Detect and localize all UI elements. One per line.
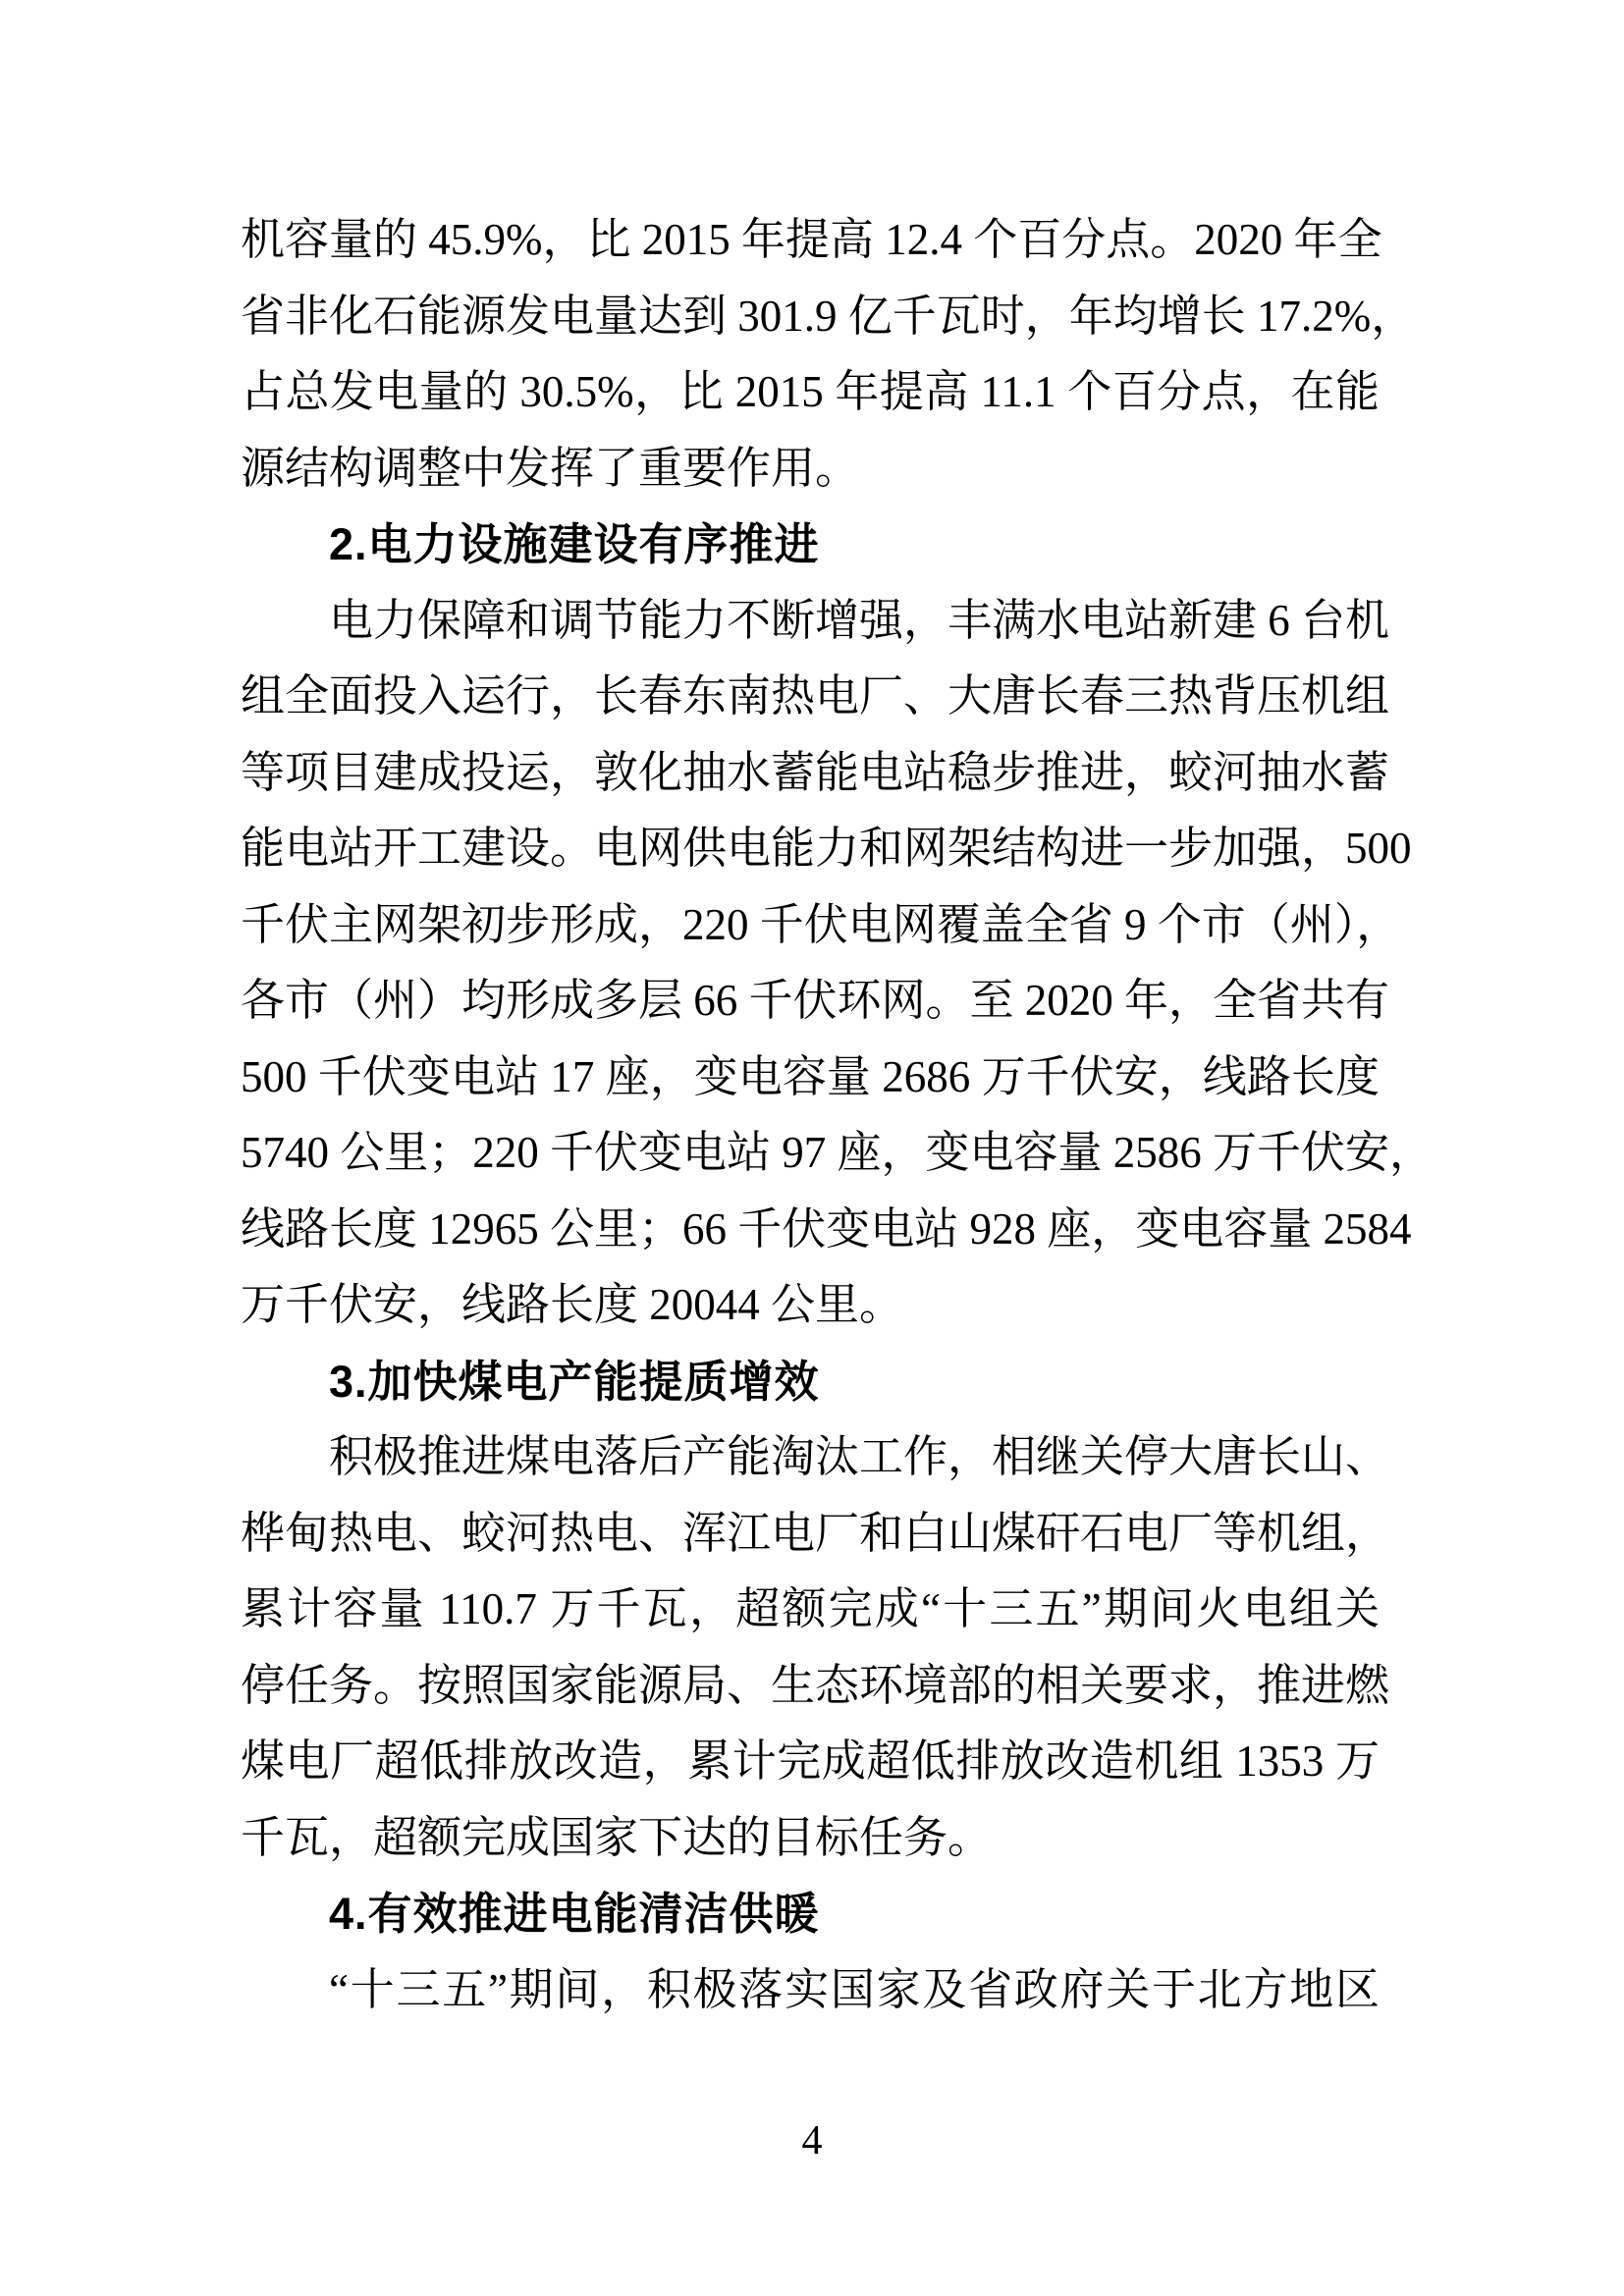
section-heading-4: 4.有效推进电能清洁供暖 — [329, 1889, 820, 1939]
paragraph-line: 千瓦，超额完成国家下达的目标任务。 — [241, 1812, 993, 1862]
paragraph-line: 等项目建成投运，敦化抽水蓄能电站稳步推进，蛟河抽水蓄 — [241, 747, 1390, 797]
paragraph-line: 各市（州）均形成多层 66 千伏环网。至 2020 年，全省共有 — [241, 976, 1390, 1025]
paragraph-line: 累计容量 110.7 万千瓦，超额完成“十三五”期间火电组关 — [241, 1584, 1380, 1633]
paragraph-line: 万千伏安，线路长度 20044 公里。 — [241, 1280, 904, 1329]
paragraph-line: 积极推进煤电落后产能淘汰工作，相继关停大唐长山、 — [329, 1432, 1390, 1481]
paragraph-line: 能电站开工建设。电网供电能力和网架结构进一步加强，500 — [241, 824, 1412, 873]
paragraph-line: 线路长度 12965 公里；66 千伏变电站 928 座，变电容量 2584 — [241, 1203, 1412, 1254]
paragraph-line: 省非化石能源发电量达到 301.9 亿千瓦时，年均增长 17.2%， — [241, 291, 1416, 341]
page-number: 4 — [801, 2118, 823, 2163]
document-text-block — [241, 202, 1435, 2028]
paragraph-line: 5740 公里；220 千伏变电站 97 座，变电容量 2586 万千伏安， — [241, 1128, 1435, 1177]
paragraph-line: 桦甸热电、蛟河热电、浑江电厂和白山煤矸石电厂等机组， — [241, 1508, 1390, 1558]
section-heading-3: 3.加快煤电产能提质增效 — [329, 1356, 820, 1407]
paragraph-line: 电力保障和调节能力不断增强，丰满水电站新建 6 台机 — [329, 595, 1390, 645]
paragraph-line: 500 千伏变电站 17 座，变电容量 2686 万千伏安，线路长度 — [241, 1051, 1380, 1101]
paragraph-line: 千伏主网架初步形成，220 千伏电网覆盖全省 9 个市（州）， — [241, 899, 1401, 949]
paragraph-line: “十三五”期间，积极落实国家及省政府关于北方地区 — [329, 1964, 1380, 2014]
section-heading-2: 2.电力设施建设有序推进 — [329, 519, 820, 569]
paragraph-line: 源结构调整中发挥了重要作用。 — [241, 443, 860, 493]
paragraph-line: 停任务。按照国家能源局、生态环境部的相关要求，推进燃 — [241, 1660, 1390, 1710]
paragraph-line: 煤电厂超低排放改造，累计完成超低排放改造机组 1353 万 — [241, 1736, 1380, 1786]
paragraph-line: 占总发电量的 30.5%，比 2015 年提高 11.1 个百分点，在能 — [241, 367, 1380, 416]
paragraph-line: 机容量的 45.9%，比 2015 年提高 12.4 个百分点。2020 年全 — [241, 215, 1382, 264]
paragraph-line: 组全面投入运行，长春东南热电厂、大唐长春三热背压机组 — [241, 671, 1390, 721]
